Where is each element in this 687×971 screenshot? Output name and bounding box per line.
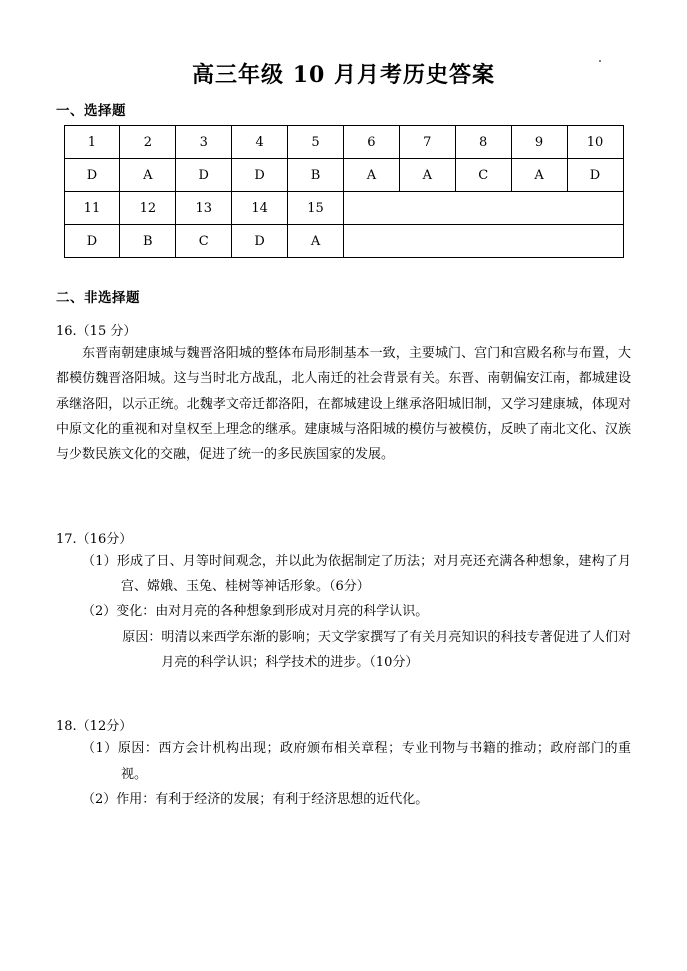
- question-17-item-1: [82, 549, 631, 600]
- table-row: [64, 126, 623, 159]
- question-18-item-2-text: （2）作用：有利于经济的发展；有利于经济思想的近代化。: [82, 792, 429, 808]
- section-heading-free-response: 二、非选择题: [56, 290, 140, 306]
- question-number-cell: 10: [567, 126, 623, 159]
- answer-cell: D: [232, 159, 288, 192]
- page-title: 高三年级 10 月月考历史答案: [192, 62, 495, 88]
- question-number-cell: 1: [64, 126, 120, 159]
- answer-cell: D: [176, 159, 232, 192]
- section-multiple-choice-free: [56, 286, 631, 812]
- question-18-item-1-text: （1）原因：西方会计机构出现；政府颁布相关章程；专业刊物与书籍的推动；政府部门的重视。: [82, 741, 631, 782]
- answer-cell: D: [64, 159, 120, 192]
- spacer: [56, 675, 631, 701]
- answer-cell: A: [343, 159, 399, 192]
- question-number-cell: 2: [120, 126, 176, 159]
- answer-cell: B: [120, 225, 176, 258]
- section-heading-multiple-choice: 一、选择题: [56, 103, 126, 119]
- answer-cell: A: [120, 159, 176, 192]
- question-17-item-1-text: （1）形成了日、月等时间观念，并以此为依据制定了历法；对月亮还充满各种想象，建构了月宫、嫦娥、玉兔、桂树等神话形象。（6分）: [82, 553, 631, 595]
- table-row: [64, 192, 623, 225]
- question-16-label: 16.（15 分）: [56, 324, 137, 339]
- question-17-item-2-text: （2）变化：由对月亮的各种想象到形成对月亮的科学认识。: [82, 604, 429, 620]
- empty-cell: [343, 192, 623, 225]
- question-17-item-2-reason: [122, 625, 631, 676]
- question-number-cell: 3: [176, 126, 232, 159]
- question-16-body: 东晋南朝建康城与魏晋洛阳城的整体布局形制基本一致，主要城门、宫门和宫殿名称与布置，大都模仿魏晋洛阳城。这与当时北方战乱，北人南迁的社会背景有关。东晋、南朝偏安江南，都城建设承继洛阳，以示正统。北魏孝文帝迁都洛阳，在都城建设上继承洛阳城旧制，又学习建康城，体现对中原文化的重视和对皇权至上理念的继承。建康城与洛阳城的模仿与被模仿，反映了南北文化、汉族与少数民族文化的交融，促进了统一的多民族国家的发展。: [56, 346, 631, 463]
- question-number-cell: 12: [120, 192, 176, 225]
- answer-cell: A: [399, 159, 455, 192]
- page-dot-mark: [599, 60, 601, 62]
- question-number-cell: 7: [399, 126, 455, 159]
- question-number-cell: 15: [288, 192, 344, 225]
- answer-cell: D: [64, 225, 120, 258]
- question-17-item-2: [82, 599, 631, 624]
- question-number-cell: 13: [176, 192, 232, 225]
- spacer: [56, 468, 631, 514]
- answer-cell: C: [176, 225, 232, 258]
- answer-table: [64, 125, 624, 258]
- empty-cell: [343, 225, 623, 258]
- answer-cell: A: [511, 159, 567, 192]
- question-number-cell: 5: [288, 126, 344, 159]
- answer-cell: A: [288, 225, 344, 258]
- question-number-cell: 6: [343, 126, 399, 159]
- question-number-cell: 4: [232, 126, 288, 159]
- question-number-cell: 9: [511, 126, 567, 159]
- answer-cell: D: [567, 159, 623, 192]
- table-row: [64, 225, 623, 258]
- answer-cell: C: [455, 159, 511, 192]
- question-number-cell: 8: [455, 126, 511, 159]
- answer-cell: B: [288, 159, 344, 192]
- question-number-cell: 14: [232, 192, 288, 225]
- question-18-item-2: [82, 787, 631, 812]
- question-17-label: 17.（16分）: [56, 531, 133, 547]
- question-number-cell: 11: [64, 192, 120, 225]
- table-row: [64, 159, 623, 192]
- question-18-label: 18.（12分）: [56, 719, 133, 735]
- question-18-item-1: [82, 736, 631, 787]
- answer-cell: D: [232, 225, 288, 258]
- question-17-item-2-reason-text: 原因：明清以来西学东渐的影响；天文学家撰写了有关月亮知识的科技专著促进了人们对月亮的科学认识；科学技术的进步。（10分）: [122, 629, 631, 671]
